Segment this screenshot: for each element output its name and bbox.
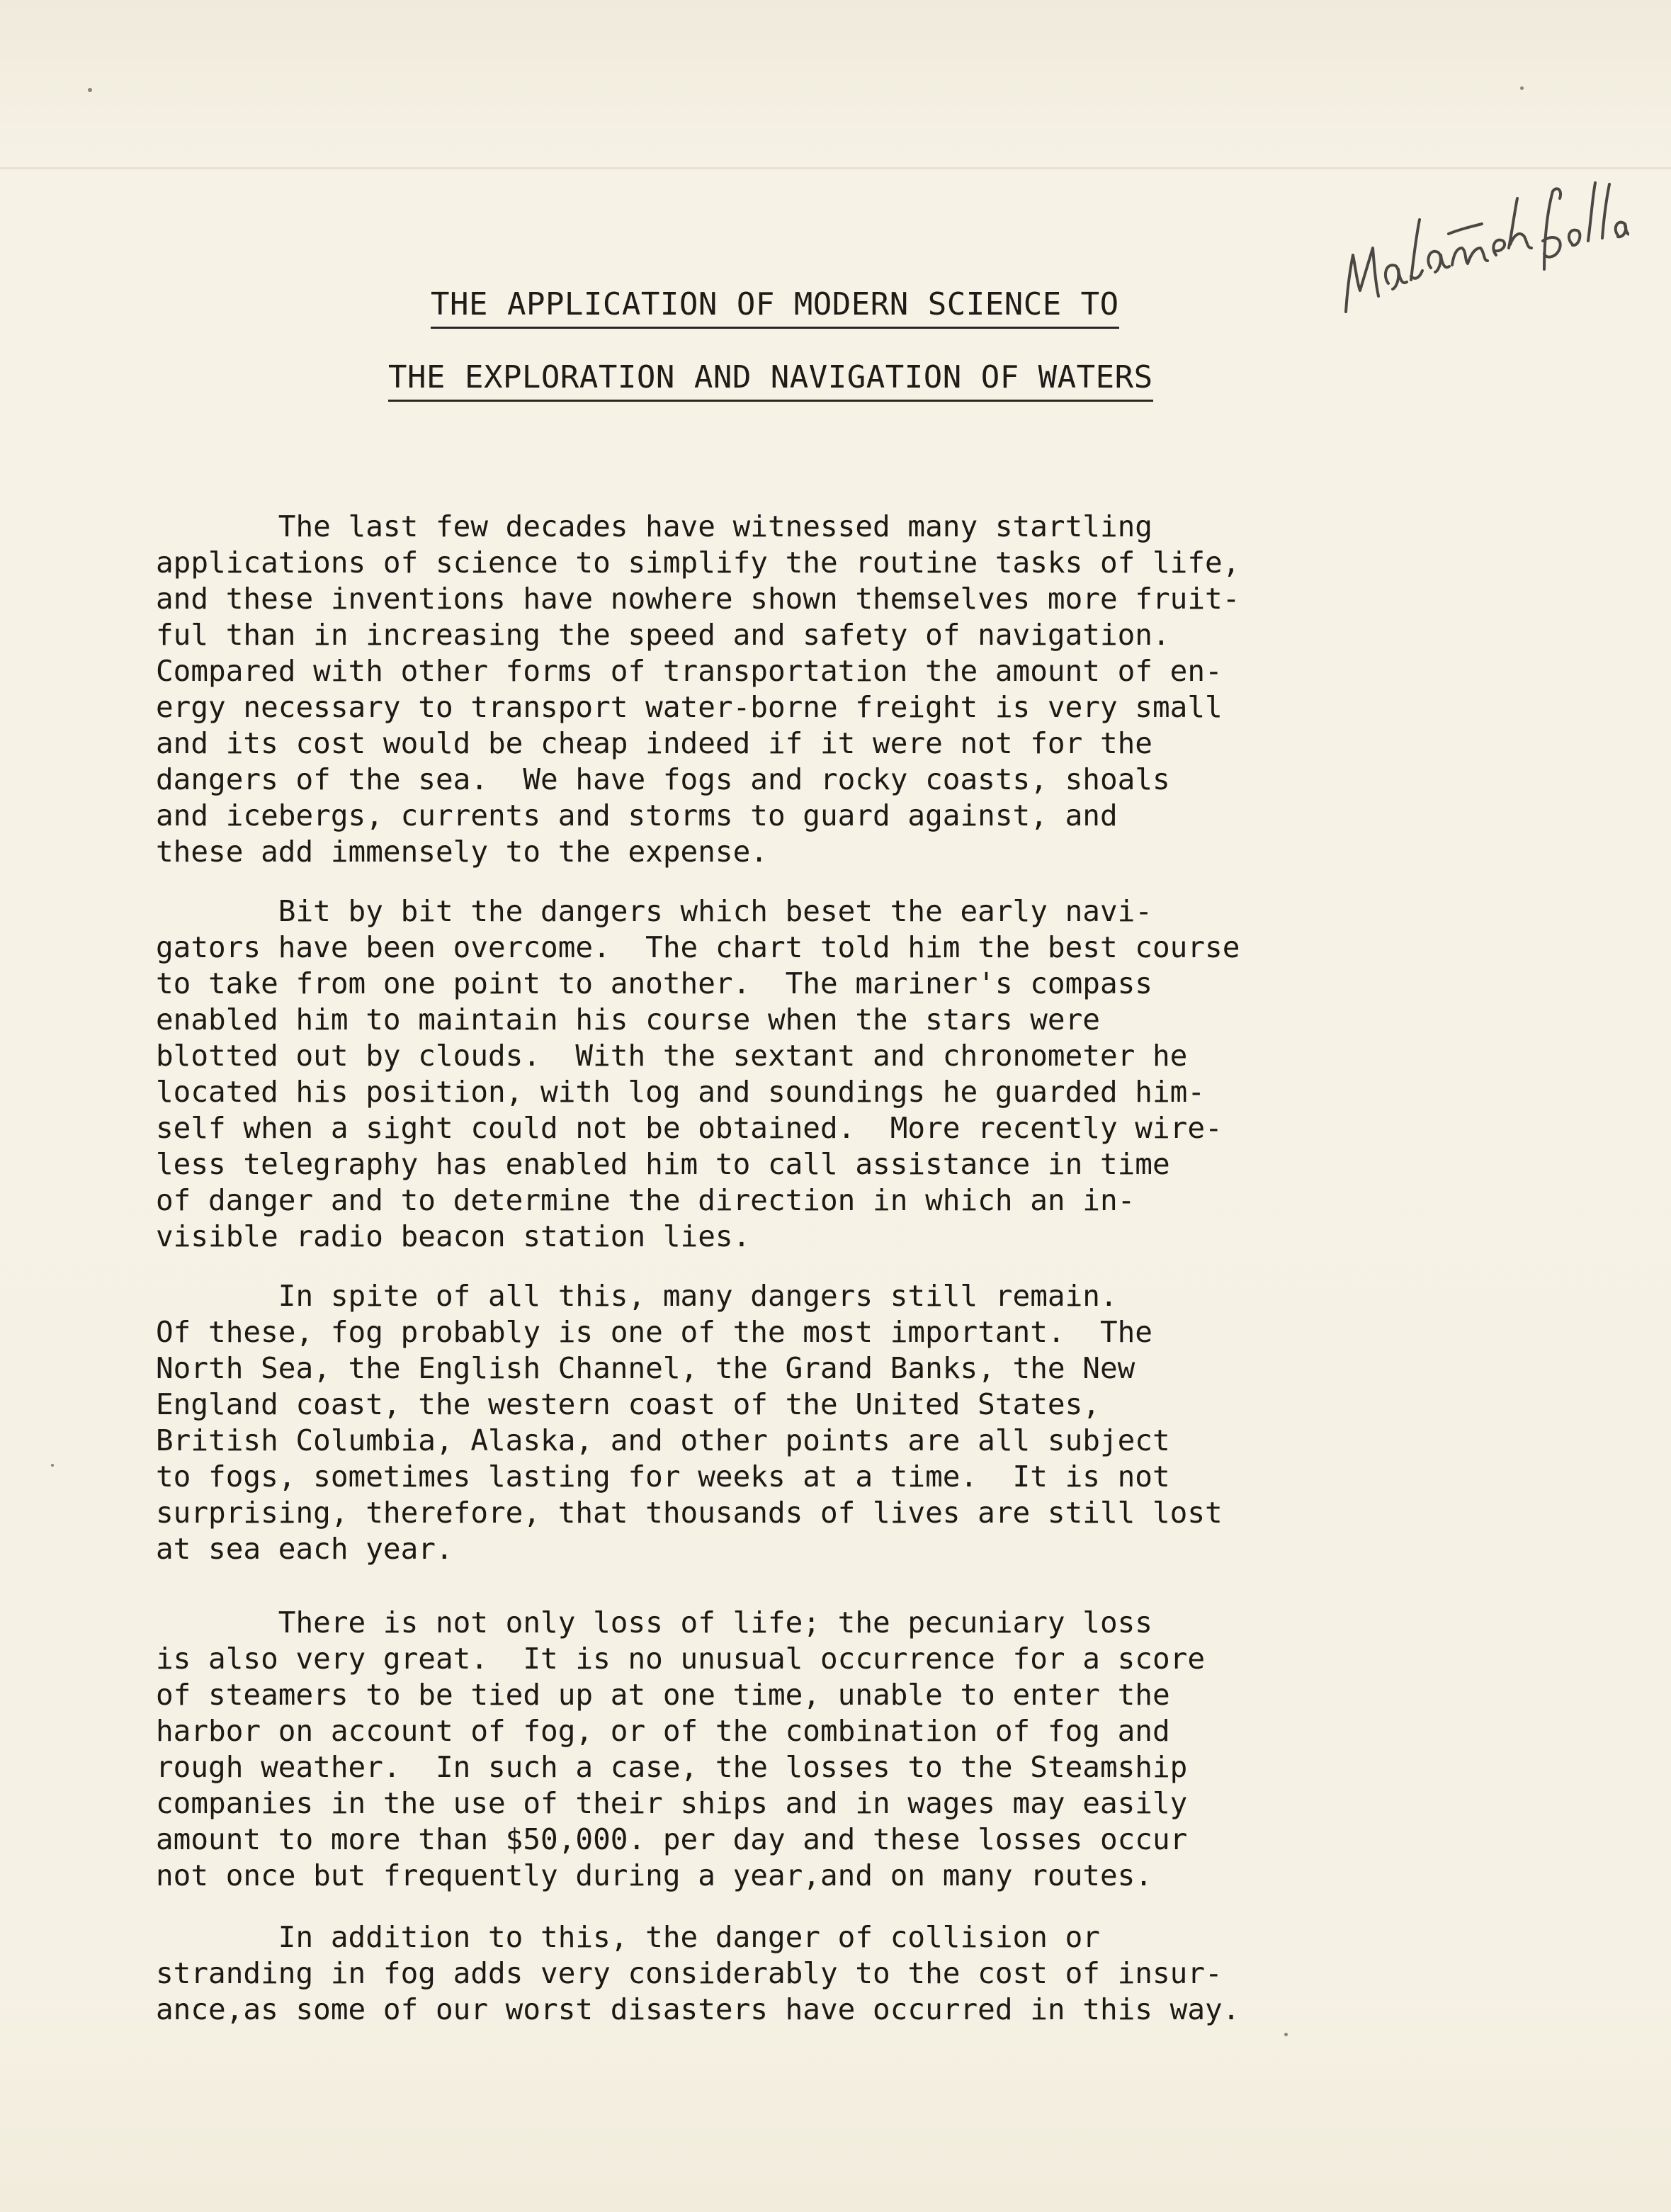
text-line: rough weather. In such a case, the losses to the Steamship <box>156 1750 1188 1784</box>
text-line: amount to more than $50,000. per day and these losses occur <box>156 1822 1188 1856</box>
text-line: blotted out by clouds. With the sextant and chronometer he <box>156 1039 1188 1073</box>
text-line: and icebergs, currents and storms to guard against, and <box>156 799 1118 833</box>
text-line: self when a sight could not be obtained. More recently wire- <box>156 1111 1223 1145</box>
paper-speck <box>1520 86 1524 90</box>
text-line: is also very great. It is no unusual occurrence for a score <box>156 1642 1206 1676</box>
text-line: stranding in fog adds very considerably to the cost of insur- <box>156 1956 1223 1990</box>
handwritten-margin-note <box>1332 177 1629 326</box>
text-line: applications of science to simplify the routine tasks of life, <box>156 546 1240 580</box>
text-line: North Sea, the English Channel, the Grand Banks, the New <box>156 1351 1135 1385</box>
text-line: to take from one point to another. The mariner's compass <box>156 966 1152 1000</box>
text-line: In spite of all this, many dangers still remain. <box>156 1279 1118 1313</box>
paragraph-2 <box>156 893 1240 1255</box>
text-line: at sea each year. <box>156 1532 453 1566</box>
text-line: and its cost would be cheap indeed if it were not for the <box>156 726 1152 760</box>
text-line: enabled him to maintain his course when the stars were <box>156 1003 1100 1037</box>
text-line: surprising, therefore, that thousands of lives are still lost <box>156 1496 1223 1530</box>
text-line: and these inventions have nowhere shown themselves more fruit- <box>156 582 1240 616</box>
text-line: of steamers to be tied up at one time, unable to enter the <box>156 1678 1170 1712</box>
text-line: these add immensely to the expense. <box>156 835 768 869</box>
text-line: less telegraphy has enabled him to call assistance in time <box>156 1147 1170 1181</box>
text-line: ful than in increasing the speed and safety of navigation. <box>156 618 1170 652</box>
text-line: British Columbia, Alaska, and other points are all subject <box>156 1423 1170 1457</box>
text-line: to fogs, sometimes lasting for weeks at a time. It is not <box>156 1460 1170 1494</box>
paper-speck <box>88 88 92 92</box>
text-line: of danger and to determine the direction in which an in- <box>156 1183 1135 1217</box>
text-line: England coast, the western coast of the United States, <box>156 1387 1100 1421</box>
paragraph-1 <box>156 509 1240 870</box>
text-line: Compared with other forms of transportation the amount of en- <box>156 654 1223 688</box>
title-line-1: THE APPLICATION OF MODERN SCIENCE TO <box>431 286 1119 329</box>
text-line: Bit by bit the dangers which beset the early navi- <box>156 894 1152 928</box>
text-line: visible radio beacon station lies. <box>156 1219 751 1253</box>
title-line-2: THE EXPLORATION AND NAVIGATION OF WATERS <box>388 359 1153 402</box>
text-line: Of these, fog probably is one of the most important. The <box>156 1315 1152 1349</box>
text-line: ergy necessary to transport water-borne freight is very small <box>156 690 1223 724</box>
paragraph-5 <box>156 1919 1240 2028</box>
paragraph-3 <box>156 1278 1223 1567</box>
text-line: companies in the use of their ships and in wages may easily <box>156 1786 1188 1820</box>
text-line: dangers of the sea. We have fogs and rocky coasts, shoals <box>156 762 1170 796</box>
text-line: not once but frequently during a year,and on many routes. <box>156 1858 1152 1892</box>
text-line: The last few decades have witnessed many startling <box>156 509 1152 543</box>
text-line: harbor on account of fog, or of the combination of fog and <box>156 1714 1170 1748</box>
text-line: located his position, with log and soundings he guarded him- <box>156 1075 1206 1109</box>
paper-speck <box>51 1464 54 1467</box>
text-line: gators have been overcome. The chart told him the best course <box>156 930 1240 964</box>
text-line: There is not only loss of life; the pecuniary loss <box>156 1606 1152 1640</box>
paper-fold-line <box>0 167 1671 169</box>
paragraph-4 <box>156 1605 1205 1894</box>
paper-speck <box>1284 2033 1288 2036</box>
text-line: In addition to this, the danger of collision or <box>156 1920 1100 1954</box>
text-line: ance,as some of our worst disasters have occurred in this way. <box>156 1992 1240 2026</box>
